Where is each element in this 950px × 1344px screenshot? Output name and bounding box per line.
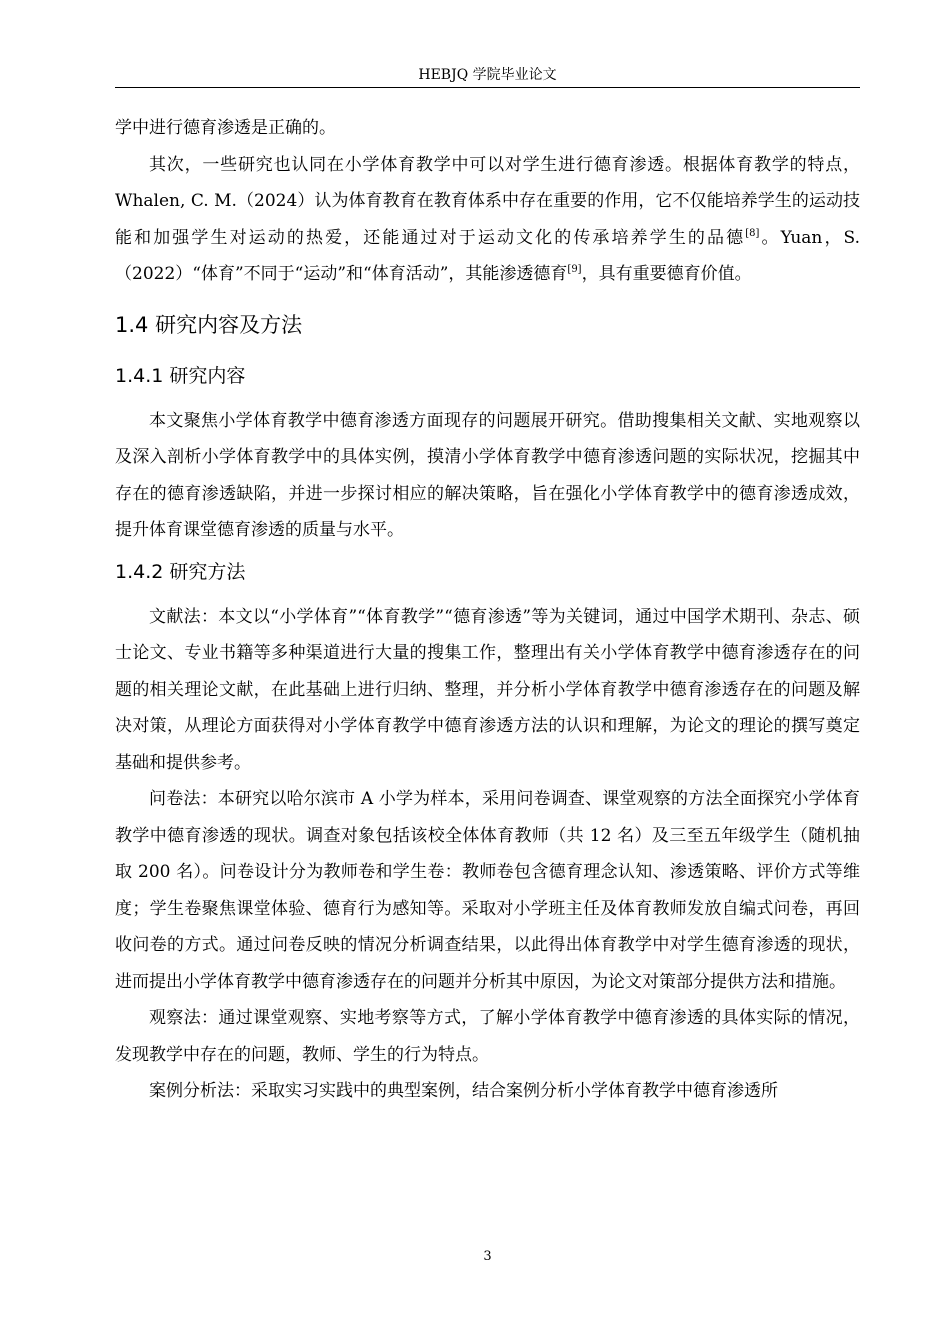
literature-method-paragraph: 文献法：本文以“小学体育”“体育教学”“德育渗透”等为关键词，通过中国学术期刊、杂志、硕士论文、专业书籍等多种渠道进行大量的搜集工作，整理出有关小学体育教学中德育渗透存在的问题的相关理论文献，在此基础上进行归纳、整理，并分析小学体育教学中德育渗透存在的问题及解决对策，从理论方面获得对小学体育教学中德育渗透方法的认识和理解，为论文的理论的撰写奠定基础和提供参考。 [115, 606, 860, 773]
paragraph-text-part2: 。Yuan，S.（2022）“体育”不同于“运动”和“体育活动”，其能渗透德育 [115, 227, 861, 284]
citation-9: [9] [567, 264, 582, 275]
running-header: HEBJQ 学院毕业论文 [418, 67, 557, 83]
page-number: 3 [483, 1249, 492, 1264]
intro-continuation-paragraph: 学中进行德育渗透是正确的。 [115, 118, 336, 138]
case-analysis-method-paragraph: 案例分析法：采取实习实践中的典型案例，结合案例分析小学体育教学中德育渗透所 [149, 1081, 778, 1101]
paragraph-text-part3: ，具有重要德育价值。 [581, 264, 752, 284]
research-content-paragraph: 本文聚焦小学体育教学中德育渗透方面现存的问题展开研究。借助搜集相关文献、实地观察以及深入剖析小学体育教学中的具体实例，摸清小学体育教学中德育渗透问题的实际状况，挖掘其中存在的德育渗透缺陷，并进一步探讨相应的解决策略，旨在强化小学体育教学中的德育渗透成效，提升体育课堂德育渗透的质量与水平。 [115, 410, 860, 540]
citation-8: [8] [745, 227, 760, 239]
observation-method-paragraph: 观察法：通过课堂观察、实地考察等方式，了解小学体育教学中德育渗透的具体实际的情况，发现教学中存在的问题，教师、学生的行为特点。 [115, 1008, 860, 1065]
page-body [115, 110, 860, 1110]
section-heading-1-4: 1.4 研究内容及方法 [115, 312, 303, 337]
questionnaire-method-paragraph: 问卷法：本研究以哈尔滨市 A 小学为样本，采用问卷调查、课堂观察的方法全面探究小学体育教学中德育渗透的现状。调查对象包括该校全体体育教师（共 12 名）及三至五年级学生（随机抽取 200 名）。问卷设计分为教师卷和学生卷：教师卷包含德育理念认知、渗透策略、评价方式等维度；学生卷聚焦课堂体验、德育行为感知等。采取对小学班主任及体育教师发放自编式问卷，再回收问卷的方式。通过问卷反映的情况分析调查结果，以此得出体育教学中对学生德育渗透的现状，进而提出小学体育教学中德育渗透存在的问题并分析其中原因，为论文对策部分提供方法和措施。 [115, 789, 860, 992]
subsection-heading-1-4-1: 1.4.1 研究内容 [115, 364, 246, 387]
header-divider [115, 87, 860, 88]
paragraph-text-part1: 其次，一些研究也认同在小学体育教学中可以对学生进行德育渗透。根据体育教学的特点，Whalen, C. M.（2024）认为体育教育在教育体系中存在重要的作用，它不仅能培养学生的运动技能和加强学生对运动的热爱，还能通过对于运动文化的传承培养学生的品德 [115, 154, 860, 248]
literature-support-paragraph [115, 147, 860, 293]
subsection-heading-1-4-2: 1.4.2 研究方法 [115, 560, 246, 583]
